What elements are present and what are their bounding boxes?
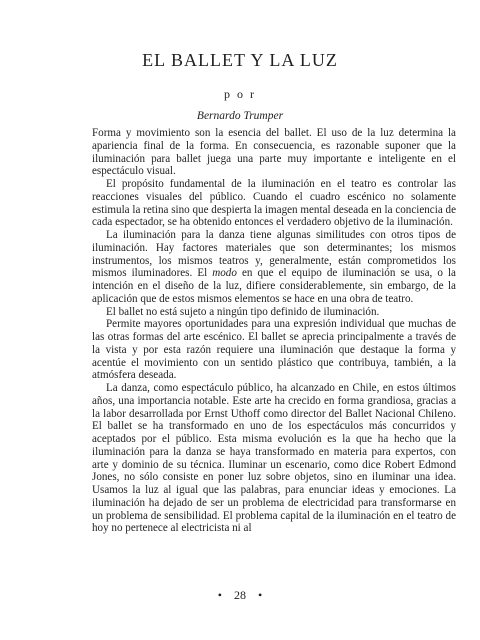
page-number: 28 [234, 588, 246, 602]
page-number-footer [0, 588, 480, 603]
paragraph: Permite mayores oportunidades para una expresión individual que muchas de las otras formas del arte escénico. El ballet se aprecia principalmente a través de la vista y por esta razón requiere una iluminación que destaque la forma y acentúe el movimiento con un sentido plástico que contribuya, también, a la atmósfera deseada. [92, 318, 456, 382]
text-run: La iluminación para la danza tiene algunas similitudes con otros tipos de iluminación. Hay factores materiales que son determinantes; los mismos instrumentos, los mismos teatros y, generalmente, están comprometidos los mismos iluminadores. El [92, 229, 456, 280]
italic-word: modo [212, 267, 237, 280]
paragraph: Forma y movimiento son la esencia del ballet. El uso de la luz determina la apariencia final de la forma. En consecuencia, es razonable suponer que la iluminación para ballet juega una parte muy importante e inteligente en el espectáculo visual. [92, 127, 456, 178]
page-mark-right: • [258, 588, 263, 602]
article-body [92, 127, 456, 535]
author-name: Bernardo Trumper [196, 110, 284, 122]
byline-por: p o r [224, 87, 256, 101]
paragraph: El propósito fundamental de la iluminación en el teatro es controlar las reacciones visuales del público. Cuando el cuadro escénico no solamente estimula la retina sino que despierta la imagen mental deseada en la conciencia de cada espectador, se ha obtenido entonces el verdadero objetivo de la iluminación. [92, 178, 456, 229]
text-run: en que el equipo de iluminación se usa, o la intención en el diseño de la luz, difiere considerablemente, sin embargo, de la aplicación que de estos mismos elementos se hace en una obra de teatro. [92, 267, 456, 305]
paragraph [92, 229, 456, 306]
paragraph: El ballet no está sujeto a ningún tipo definido de iluminación. [106, 305, 380, 318]
article-title: EL BALLET Y LA LUZ [142, 50, 338, 70]
page-mark-left: • [217, 588, 222, 602]
paragraph: La danza, como espectáculo público, ha alcanzado en Chile, en estos últimos años, una importancia notable. Este arte ha crecido en forma grandiosa, gracias a la labor desarrollada por Ernst Uthoff como director del Ballet Nacional Chileno. El ballet se ha transformado en uno de los espectáculos más concurridos y aceptados por el público. Esta misma evolución es la que ha hecho que la iluminación para la danza se haya transformado en materia para expertos, con arte y dominio de su técnica. Iluminar un escenario, como dice Robert Edmond Jones, no sólo consiste en poner luz sobre objetos, sino en iluminar una idea. Usamos la luz al igual que las palabras, para enunciar ideas y emociones. La iluminación ha dejado de ser un problema de electricidad para transformarse en un problema de sensibilidad. El problema capital de la iluminación en el teatro de hoy no pertenece al electricista ni al [92, 382, 456, 535]
